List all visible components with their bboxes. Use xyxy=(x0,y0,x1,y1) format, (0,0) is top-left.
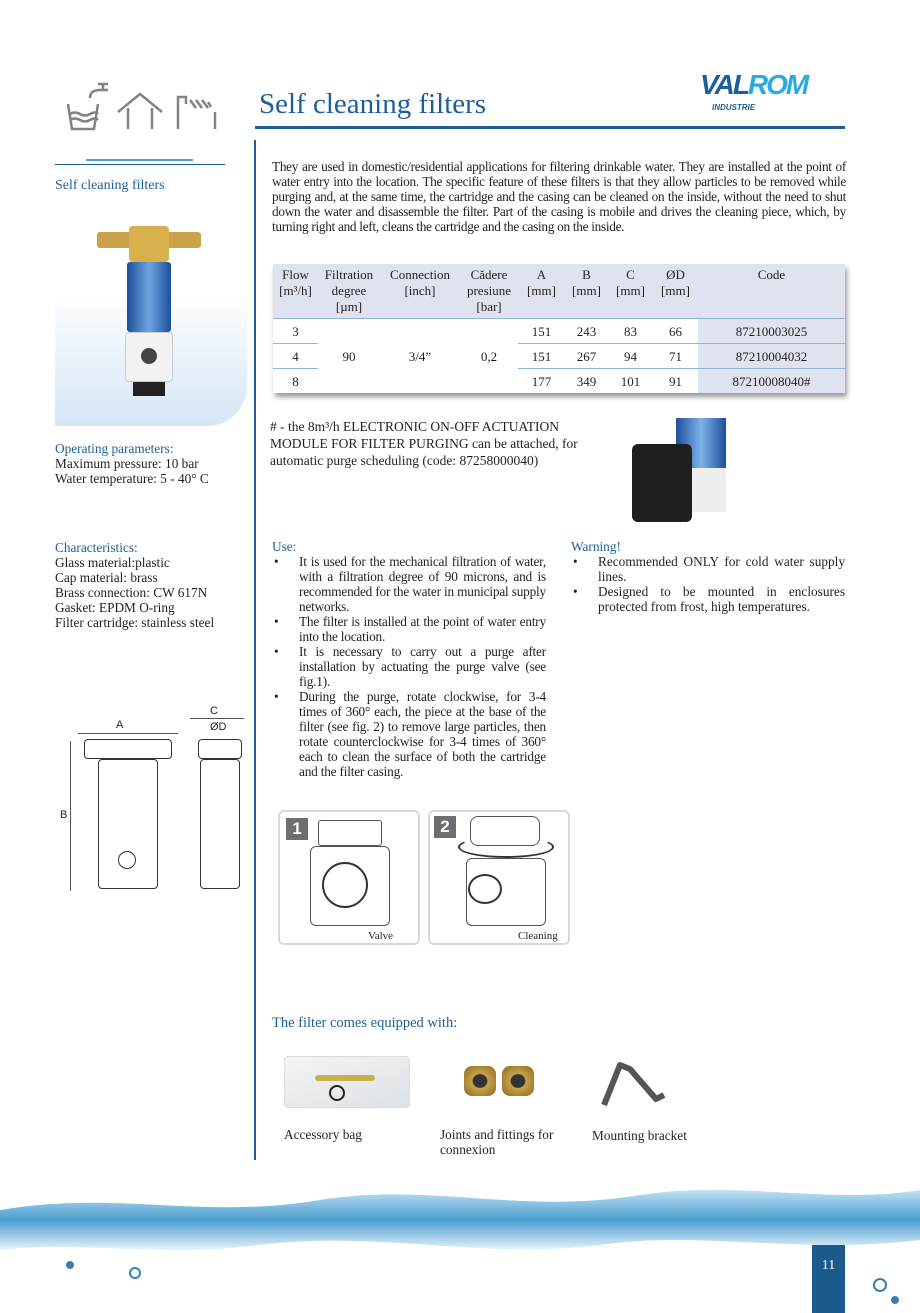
table-row xyxy=(273,319,845,344)
page-number: 11 xyxy=(821,1258,836,1273)
equipped-item: Accessory bag xyxy=(284,1127,362,1142)
cell-a: 151 xyxy=(518,344,565,369)
water-splash-decoration xyxy=(0,1160,920,1313)
col-b: B [mm] xyxy=(565,264,608,319)
characteristic: Gasket: EPDM O-ring xyxy=(55,600,175,615)
cell-d: 91 xyxy=(653,369,698,394)
equipped-title: The filter comes equipped with: xyxy=(272,1015,458,1031)
characteristic: Brass connection: CW 617N xyxy=(55,585,208,600)
figure-1 xyxy=(278,810,420,945)
dim-b-label: B xyxy=(60,809,68,821)
cell-c: 94 xyxy=(608,344,653,369)
figure-label: Cleaning xyxy=(518,930,558,942)
figure-number: 1 xyxy=(286,818,308,840)
warning-title: Warning! xyxy=(571,539,621,554)
cell-flow: 4 xyxy=(273,344,318,369)
dim-c-label: C xyxy=(210,705,218,717)
characteristics-title: Characteristics: xyxy=(55,540,138,555)
cell-pressure-drop: 0,2 xyxy=(460,319,518,394)
use-item: • It is used for the mechanical filtration of water, with a filtration degree of 90 microns, and is recommended for the water in municipal supply networks. xyxy=(272,554,546,614)
operating-pressure: Maximum pressure: 10 bar xyxy=(55,456,199,471)
cell-flow: 8 xyxy=(273,369,318,394)
sidebar-rule-short xyxy=(86,159,193,161)
characteristic: Filter cartridge: stainless steel xyxy=(55,615,215,630)
dim-d-label: ØD xyxy=(210,721,227,733)
cell-d: 71 xyxy=(653,344,698,369)
fittings-photo xyxy=(464,1066,536,1098)
page-number-tab xyxy=(812,1245,845,1313)
cell-connection: 3/4” xyxy=(380,319,460,394)
col-a: A [mm] xyxy=(518,264,565,319)
module-note: # - the 8m³/h ELECTRONIC ON-OFF ACTUATION MODULE FOR FILTER PURGING can be attached, for automatic purge scheduling (code: 87258000040) xyxy=(270,419,578,468)
use-item: • The filter is installed at the point of water entry into the location. xyxy=(272,614,546,644)
warning-item: • Designed to be mounted in enclosures protected from frost, high temperatures. xyxy=(571,584,845,614)
operating-temperature: Water temperature: 5 - 40° C xyxy=(55,471,209,486)
technical-drawing xyxy=(58,705,248,895)
col-c: C [mm] xyxy=(608,264,653,319)
cell-a: 177 xyxy=(518,369,565,394)
equipped-item: Joints and fittings for connexion xyxy=(440,1127,554,1157)
col-pressure-drop: Cădere presiune [bar] xyxy=(460,264,518,319)
dim-a-label: A xyxy=(116,719,124,731)
cell-c: 101 xyxy=(608,369,653,394)
sidebar-rule xyxy=(55,164,225,165)
spec-table xyxy=(273,264,845,393)
figure-2 xyxy=(428,810,570,945)
use-item: • It is necessary to carry out a purge after installation by actuating the purge valve (see fig.1). xyxy=(272,644,546,689)
cell-code: 87210003025 xyxy=(698,319,845,344)
operating-title: Operating parameters: xyxy=(55,441,174,456)
cell-d: 66 xyxy=(653,319,698,344)
product-photo-panel xyxy=(55,198,247,426)
intro-paragraph: They are used in domestic/residential applications for filtering drinkable water. They are installed at the point of water entry into the location. The specific feature of these filters is that they allow particles to be removed while purging and, at the same time, the cartridge and the casing can be cleaned on the inside, without the need to shut down the water and disassemble the filter. Part of the casing is mobile and drives the cleaning piece, which, by turning right and left, cleans the cartridge and the casing on the inside. xyxy=(272,159,846,234)
cell-code: 87210004032 xyxy=(698,344,845,369)
characteristics-list xyxy=(55,555,214,630)
cell-filtration: 90 xyxy=(318,319,380,394)
col-code: Code xyxy=(698,264,845,319)
cell-b: 267 xyxy=(565,344,608,369)
cell-code: 87210008040# xyxy=(698,369,845,394)
actuation-module-photo xyxy=(632,418,728,522)
figure-label: Valve xyxy=(368,930,394,942)
sidebar-section-title: Self cleaning filters xyxy=(55,178,165,193)
title-underline xyxy=(255,126,845,129)
col-d: ØD [mm] xyxy=(653,264,698,319)
valrom-logo: VALROM INDUSTRIE xyxy=(700,69,808,112)
page-title: Self cleaning filters xyxy=(259,88,487,120)
accessory-bag-photo xyxy=(284,1056,410,1108)
col-connection: Connection [inch] xyxy=(380,264,460,319)
cell-flow: 3 xyxy=(273,319,318,344)
figure-number: 2 xyxy=(434,816,456,838)
col-flow: Flow [m³/h] xyxy=(273,264,318,319)
cell-b: 349 xyxy=(565,369,608,394)
use-item: • During the purge, rotate clockwise, for 3-4 times of 360° each, the piece at the base of the filter (see fig. 2) to remove large particles, then rotate counterclockwise for 3-4 times of 360° each to clean the surface of both the cartridge and the filter casing. xyxy=(272,689,546,779)
characteristic: Cap material: brass xyxy=(55,570,158,585)
col-filtration: Filtration degree [µm] xyxy=(318,264,380,319)
mounting-bracket-photo xyxy=(600,1055,670,1115)
warning-list xyxy=(571,554,845,614)
use-title: Use: xyxy=(272,539,297,554)
characteristic: Glass material:plastic xyxy=(55,555,170,570)
application-icons xyxy=(62,82,222,132)
use-list xyxy=(272,554,546,779)
column-divider xyxy=(254,140,256,1160)
cell-b: 243 xyxy=(565,319,608,344)
equipped-item: Mounting bracket xyxy=(592,1128,687,1143)
cell-c: 83 xyxy=(608,319,653,344)
cell-a: 151 xyxy=(518,319,565,344)
warning-item: • Recommended ONLY for cold water supply lines. xyxy=(571,554,845,584)
spec-table-wrap xyxy=(273,264,845,393)
